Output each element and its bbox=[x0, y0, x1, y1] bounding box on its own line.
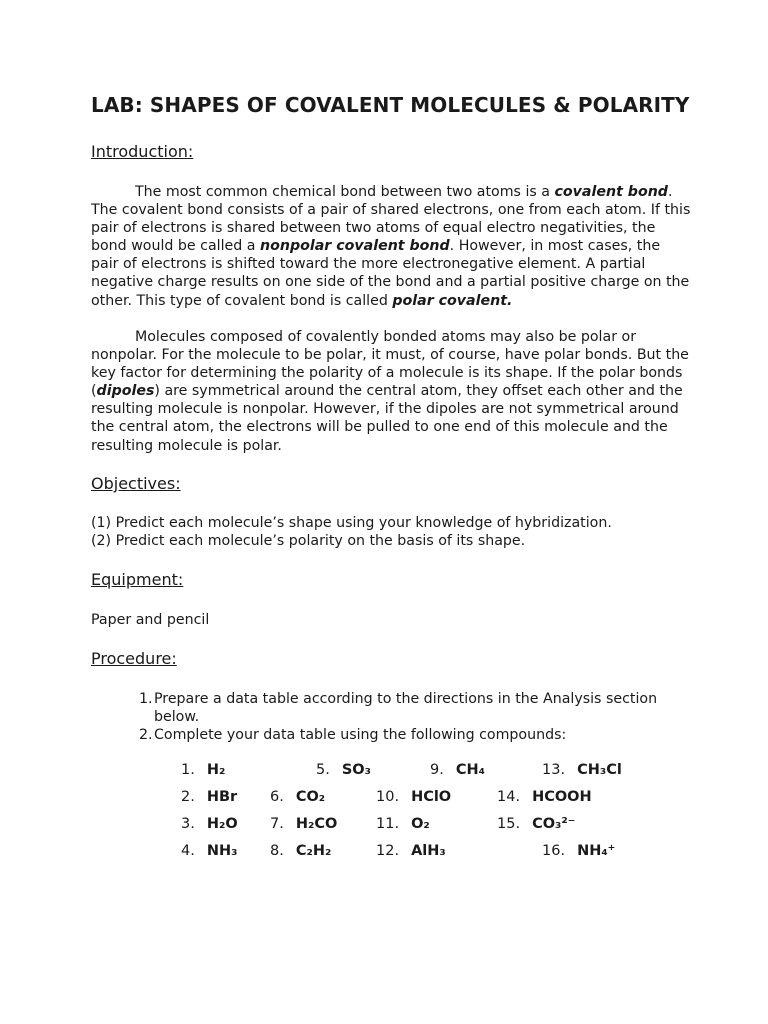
objective-item: (2) Predict each molecule’s polarity on the basis of its shape. bbox=[91, 533, 526, 549]
introduction-paragraph-2 bbox=[91, 328, 691, 455]
compound-number: 8. bbox=[270, 843, 284, 859]
step-number: 1. bbox=[139, 691, 153, 707]
compound-formula: CO₃²⁻ bbox=[532, 816, 576, 832]
equipment-heading: Equipment: bbox=[91, 570, 184, 589]
compound-formula: CH₄ bbox=[455, 762, 485, 778]
compound-formula: AlH₃ bbox=[411, 843, 446, 859]
objectives-heading: Objectives: bbox=[91, 474, 181, 493]
compound-formula: H₂O bbox=[206, 816, 238, 832]
compound-item bbox=[270, 789, 325, 805]
compound-number: 7. bbox=[270, 816, 284, 832]
compound-number: 10. bbox=[376, 789, 400, 805]
compound-item bbox=[181, 843, 237, 859]
compound-item bbox=[270, 816, 337, 832]
compound-formula: O₂ bbox=[411, 816, 430, 832]
step-text: Complete your data table using the following compounds: bbox=[154, 727, 567, 744]
text-run: The most common chemical bond between two atoms is a bbox=[135, 184, 555, 200]
compound-item bbox=[542, 762, 622, 778]
compound-formula: CH₃Cl bbox=[577, 762, 622, 778]
compound-formula: NH₄⁺ bbox=[577, 843, 616, 859]
compound-item bbox=[376, 816, 430, 832]
term-polar-covalent: polar covalent. bbox=[392, 292, 513, 309]
procedure-heading: Procedure: bbox=[91, 649, 177, 668]
compound-item bbox=[430, 762, 485, 778]
term-nonpolar-covalent-bond: nonpolar covalent bond bbox=[260, 238, 450, 255]
compound-formula: CO₂ bbox=[295, 789, 326, 805]
compound-item bbox=[181, 789, 237, 805]
compound-number: 6. bbox=[270, 789, 284, 805]
compound-number: 2. bbox=[181, 789, 195, 805]
text-run: . The covalent bond consists of a pair of shared electrons, one from each atom. If this pair of electrons is shared between two atoms of equal electro negativities, the bond would be called a bbox=[91, 184, 691, 255]
step-number: 2. bbox=[139, 727, 153, 744]
compound-item bbox=[316, 762, 371, 778]
procedure-steps bbox=[139, 690, 659, 744]
text-run: . However, in most cases, the pair of electrons is shifted toward the more electronegative element. A partial negative charge results on one side of the bond and a partial positive charge on the other. This type of covalent bond is called bbox=[91, 238, 690, 309]
introduction-heading: Introduction: bbox=[91, 142, 194, 161]
compound-item bbox=[542, 843, 615, 859]
compound-formula: H₂ bbox=[206, 762, 226, 778]
text-run: Molecules composed of covalently bonded atoms may also be polar or nonpolar. For the molecule to be polar, it must, of course, have polar bonds. But the key factor for determining the polarity of a molecule is its shape. If the polar bonds ( bbox=[91, 329, 689, 400]
compound-formula: SO₃ bbox=[341, 762, 371, 778]
compound-formula: HCOOH bbox=[532, 789, 592, 805]
compound-item bbox=[497, 816, 575, 832]
compound-item bbox=[270, 843, 331, 859]
compound-number: 9. bbox=[430, 762, 444, 778]
compound-formula: NH₃ bbox=[206, 843, 238, 859]
compound-number: 4. bbox=[181, 843, 195, 859]
term-covalent-bond: covalent bond bbox=[554, 184, 668, 200]
compound-number: 12. bbox=[376, 843, 400, 859]
compound-number: 13. bbox=[542, 762, 566, 778]
page-title: LAB: SHAPES OF COVALENT MOLECULES & POLARITY bbox=[91, 93, 690, 117]
objective-item: (1) Predict each molecule’s shape using your knowledge of hybridization. bbox=[91, 515, 612, 531]
text-run: ) are symmetrical around the central atom, they offset each other and the resulting molecule is nonpolar. However, if the dipoles are not symmetrical around the central atom, the electrons will be pulled to one end of this molecule and the resulting molecule is polar. bbox=[91, 383, 683, 454]
compound-number: 1. bbox=[181, 762, 195, 778]
compound-formula: HClO bbox=[411, 789, 452, 805]
compound-number: 11. bbox=[376, 816, 400, 832]
compound-number: 15. bbox=[497, 816, 521, 832]
compound-formula: H₂CO bbox=[295, 816, 338, 832]
equipment-text: Paper and pencil bbox=[91, 612, 210, 628]
compound-formula: C₂H₂ bbox=[295, 843, 332, 859]
procedure-step bbox=[139, 726, 659, 744]
compound-item bbox=[181, 816, 238, 832]
compound-number: 16. bbox=[542, 843, 566, 859]
compound-item bbox=[376, 789, 451, 805]
compound-item bbox=[181, 762, 225, 778]
compound-number: 5. bbox=[316, 762, 330, 778]
compound-number: 3. bbox=[181, 816, 195, 832]
compound-item bbox=[497, 789, 592, 805]
term-dipoles: dipoles bbox=[96, 383, 155, 400]
introduction-paragraph-1 bbox=[91, 183, 691, 310]
compound-number: 14. bbox=[497, 789, 521, 805]
procedure-step bbox=[139, 690, 659, 726]
step-text: Prepare a data table according to the directions in the Analysis section below. bbox=[154, 691, 658, 726]
compound-formula: HBr bbox=[206, 789, 238, 805]
compound-item bbox=[376, 843, 446, 859]
